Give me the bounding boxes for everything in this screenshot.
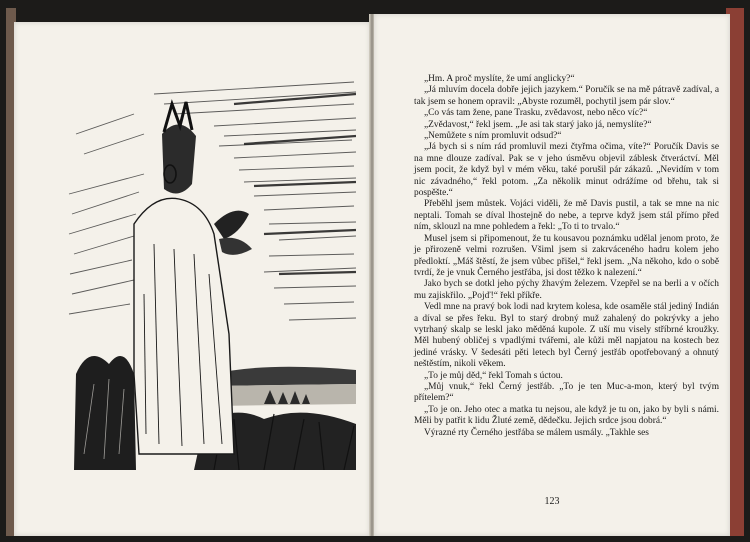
paragraph: „Můj vnuk,“ řekl Černý jestřáb. „To je ten Muc-a-mon, který byl tvým přítelem?“ [414,381,719,404]
illustration-indian-chief [64,74,356,470]
page-number: 123 [544,496,560,507]
paragraph: „Zvědavost,“ řekl jsem. „Je asi tak starý jako já, nemyslíte?“ [424,119,652,130]
paragraph: „Co vás tam žene, pane Trasku, zvědavost, nebo něco víc?“ [424,108,648,119]
paragraph: „To je můj děd,“ řekl Tomah s úctou. [424,370,563,381]
paragraph: „Já mluvím docela dobře jejich jazykem.“ Poručík se na mě pátravě zadíval, a tak jsem se honem opravil: „Abyste rozuměl, pochytil jsem pár slov.“ [414,85,719,107]
paragraph: Jako bych se dotkl jeho pýchy žhavým železem. Vzepřel se na berli a v očích mu zajiskřilo. „Pojď!“ řekl příkře. [414,279,719,301]
paragraph: Musel jsem si připomenout, že tu kousavou poznámku udělal jenom proto, že je přirozeně velmi rozrušen. Všiml jsem si zakrváceného hadru kolem jeho předloktí. „Máš štěstí, že jsem vůbec přišel,“ řekl jsem. „Na někoho, kdo o sobě tvrdí, že je vnuk Černého jestřába, jsi dost těžko k nalezení.“ [414,233,719,278]
paragraph: Přeběhl jsem můstek. Vojáci viděli, že mě Davis pustil, a tak se mne na nic neptali. Tomah se díval lhostejně do nebe, a teprve když jsem stál přímo před ním, sklouzl na mne pohledem a řekl: „To ti to trvalo.“ [414,199,719,233]
paragraph: „Hm. A proč myslíte, že umí anglicky?“ [424,74,575,84]
right-page [374,14,730,536]
paragraph: Výrazné rty Černého jestřába se málem usmály. „Takhle ses [424,427,649,438]
page-text [414,74,719,439]
paragraph: „Já bych si s ním rád promluvil mezi čtyřma očima, víte?“ Poručík Davis se na mne dlouze zadíval. Pak se v jeho úsměvu objevil záblesk čtveráctví. Měl jsem pocit, že když byl v mém věku, také porušil pár zákazů. „Nevidím v tom nic závadného,“ řekl potom. „Za několik minut odrážíme od břehu, tak si pospěšte.“ [414,142,719,199]
left-page [14,22,370,536]
paragraph: Vedl mne na pravý bok lodi nad krytem kolesa, kde osaměle stál jediný Indián a díval se přes řeku. Byl to starý drobný muž zahalený do pokrývky a jeho vytrhaný skalp se leskl jako měděná kupole. Z uší mu visely stříbrné kroužky. Měl hubený obličej s vpadlými tvářemi, ale kůži měl napjatou na kostech bez jediné vrásky. V šedesáti pěti letech byl Černý jestřáb opotřebovaný a ohnutý neštěstím, nikoli věkem. [414,302,719,370]
paragraph: „Nemůžete s ním promluvit odsud?“ [424,131,562,142]
paragraph: „To je on. Jeho otec a matka tu nejsou, ale když je tu on, jako by byli s námi. Měli by patřit k lidu Žluté země, dědečku. Jejich srdce jsou dobrá.“ [414,404,719,427]
